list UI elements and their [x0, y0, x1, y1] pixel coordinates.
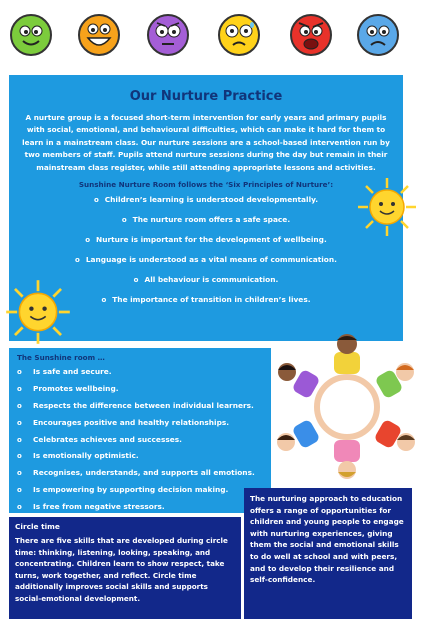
principles-heading: Sunshine Nurture Room follows the ‘Six Principles of Nurture’:	[78, 180, 334, 190]
bullet-icon: o	[17, 486, 22, 495]
circle-time-text: There are five skills that are developed during circle time: thinking, listening, looking, speaking, and concentrating. Children learn to show respect, take turns, work together, and reflect. Circle time additionally improves social skills and supports social-emotional development.	[15, 536, 228, 603]
list-item: o Is empowering by supporting decision making.	[17, 485, 229, 495]
list-item: o Recognises, understands, and supports all emotions.	[17, 468, 255, 478]
bullet-icon: o	[17, 469, 22, 478]
sad-face-icon	[357, 14, 399, 56]
smiling-face-icon	[10, 14, 52, 56]
principle-item: o Language is understood as a vital means of communication.	[75, 255, 337, 265]
page-title: Our Nurture Practice	[129, 89, 283, 104]
list-item: o Encourages positive and healthy relationships.	[17, 417, 230, 427]
bullet-icon: o	[121, 216, 127, 225]
bullet-icon: o	[17, 452, 22, 461]
bullet-icon: o	[85, 236, 91, 245]
grinning-face-icon	[78, 14, 120, 56]
sunshine-room-heading: The Sunshine room …	[17, 353, 105, 362]
bullet-icon: o	[101, 296, 107, 305]
list-item: o Celebrates achieves and successes.	[17, 434, 182, 444]
sun-icon	[356, 176, 418, 242]
principle-item: o The importance of transition in children’s lives.	[101, 295, 311, 305]
bullet-icon: o	[75, 256, 80, 265]
principle-item: o Children’s learning is understood developmentally.	[93, 195, 319, 205]
bullet-icon: o	[17, 503, 22, 512]
bullet-icon: o	[17, 435, 22, 444]
list-item: o Is emotionally optimistic.	[17, 451, 139, 461]
list-item: o Is free from negative stressors.	[17, 502, 165, 512]
bullet-icon: o	[17, 401, 22, 410]
list-item: o Is safe and secure.	[17, 367, 112, 376]
principle-item: o Nurture is important for the development of wellbeing.	[85, 235, 327, 245]
bullet-icon: o	[133, 276, 139, 285]
principles-list	[19, 195, 393, 305]
bullet-icon: o	[17, 384, 22, 393]
nurturing-approach-text: The nurturing approach to education offers a range of opportunities for children and young people to engage with nurturing experiences, giving them the social and emotional skills to do well at school and with peers, and to develop their resilience and self-confidence.	[250, 494, 404, 585]
nervous-face-icon	[218, 14, 260, 56]
worried-face-icon	[147, 14, 189, 56]
sun-icon	[4, 278, 72, 350]
sunshine-room-panel	[9, 348, 271, 513]
principle-item: o The nurture room offers a safe space.	[121, 215, 291, 225]
list-item: o Promotes wellbeing.	[17, 383, 119, 393]
sunshine-room-list	[17, 367, 263, 512]
principle-item: o All behaviour is communication.	[133, 275, 279, 285]
circle-time-panel	[9, 517, 241, 619]
children-circle-illustration	[272, 332, 422, 482]
nurturing-approach-panel	[244, 488, 412, 619]
bullet-icon: o	[17, 368, 22, 376]
list-item: o Respects the difference between individual learners.	[17, 400, 254, 410]
intro-text: A nurture group is a focused short-term intervention for early years and primary pupils with social, emotional, and behavioural difficulties, which can make it hard for them to learn in a mainstream class. Our nurture sessions are a school-based intervention run by two members of staff. Pupils attend nurture sessions during the day but remain in their mainstream class register, while still attending appropriate lessons and activities.	[22, 113, 390, 172]
circle-time-heading: Circle time	[15, 522, 60, 531]
angry-face-icon	[290, 14, 332, 56]
bullet-icon: o	[93, 196, 99, 205]
bullet-icon: o	[17, 418, 22, 427]
